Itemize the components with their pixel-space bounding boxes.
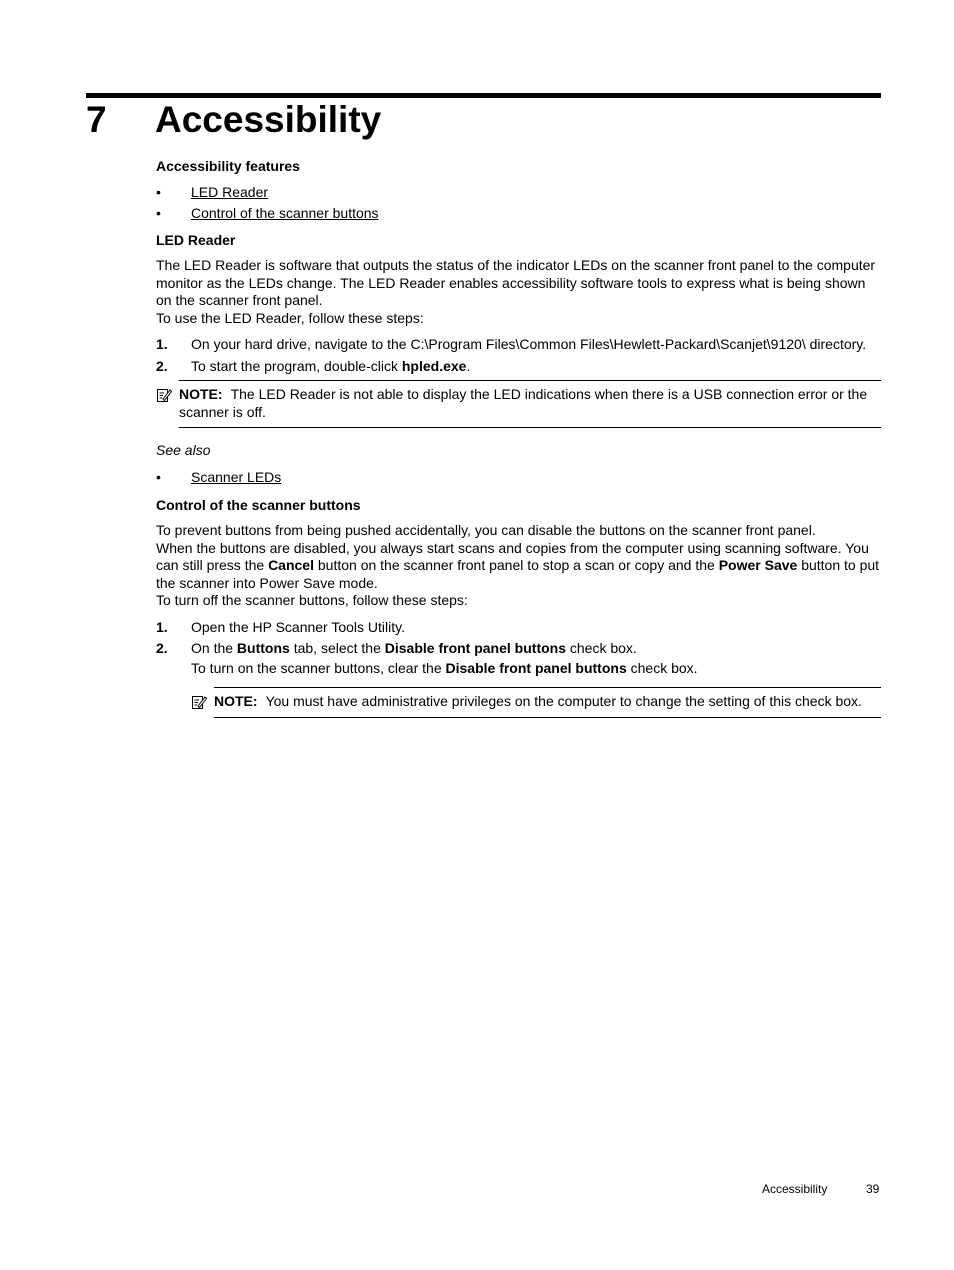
features-list: [156, 184, 881, 226]
note-label: NOTE:: [179, 386, 223, 402]
list-item: [156, 205, 881, 226]
chapter-title: Accessibility: [155, 99, 382, 140]
disable-checkbox-term: Disable front panel buttons: [384, 640, 566, 656]
note-box: [179, 380, 881, 428]
note-pencil-icon: [156, 387, 172, 403]
text-run: check box.: [566, 640, 637, 656]
buttons-steps-intro: To turn off the scanner buttons, follow these steps:: [156, 592, 468, 608]
disable-checkbox-term: Disable front panel buttons: [445, 659, 627, 676]
link-led-reader[interactable]: LED Reader: [191, 183, 269, 200]
link-control-scanner-buttons[interactable]: Control of the scanner buttons: [191, 204, 379, 221]
buttons-tab-term: Buttons: [236, 640, 290, 656]
list-item: [156, 358, 881, 376]
text-run: button on the scanner front panel to stop a scan or copy and the: [313, 557, 719, 573]
list-item: [156, 640, 881, 718]
power-save-term: Power Save: [718, 557, 798, 573]
features-heading: Accessibility features: [156, 158, 300, 174]
chapter-rule: [86, 93, 881, 98]
text-run: tab, select the: [289, 640, 385, 656]
page-content: [156, 158, 881, 718]
footer-section: Accessibility: [762, 1182, 828, 1196]
step-text: To start the program, double-click: [191, 357, 402, 374]
bullet-icon: •: [156, 204, 161, 221]
buttons-para-2: [156, 540, 881, 593]
list-item: [156, 184, 881, 205]
link-scanner-leds[interactable]: Scanner LEDs: [191, 468, 282, 485]
led-reader-intro: The LED Reader is software that outputs the status of the indicator LEDs on the scanner front panel to the computer monitor as the LEDs change. The LED Reader enables accessibility software tools to express what is being shown on the scanner front panel.: [156, 257, 876, 308]
buttons-heading: Control of the scanner buttons: [156, 496, 361, 513]
list-item: [156, 469, 881, 490]
bullet-icon: •: [156, 183, 161, 200]
chapter-number: 7: [86, 99, 107, 140]
see-also-list: [156, 469, 881, 490]
led-reader-steps: [156, 336, 881, 375]
bullet-icon: •: [156, 468, 161, 485]
led-reader-steps-intro: To use the LED Reader, follow these steps:: [156, 309, 424, 326]
list-item: [156, 336, 881, 354]
step-number: 1.: [156, 618, 168, 635]
note-text: You must have administrative privileges on the computer to change the setting of this check box.: [265, 693, 862, 709]
step-number: 1.: [156, 336, 168, 352]
filename: hpled.exe: [401, 357, 467, 374]
note-box: [214, 687, 881, 718]
page-number: 39: [866, 1182, 880, 1196]
note-text: The LED Reader is not able to display the LED indications when there is a USB connection error or the scanner is off.: [179, 386, 868, 420]
text-run: To turn on the scanner buttons, clear the: [191, 659, 446, 676]
note-pencil-icon: [191, 694, 207, 710]
step-text-end: .: [466, 357, 471, 374]
step-continuation: [191, 660, 881, 678]
step-number: 2.: [156, 357, 168, 374]
text-run: When the buttons are disabled, you always start scans and copies from the computer using scanning software. You can still press the: [156, 539, 869, 573]
step-number: 2.: [156, 640, 168, 656]
text-run: button to put the scanner into Power Save mode.: [156, 557, 880, 591]
buttons-steps: [156, 619, 881, 718]
step-text: On your hard drive, navigate to the C:\Program Files\Common Files\Hewlett-Packard\Scanjet\9120\ directory.: [191, 336, 867, 352]
led-reader-heading: LED Reader: [156, 231, 236, 248]
text-run: check box.: [626, 659, 698, 676]
cancel-term: Cancel: [268, 557, 314, 573]
list-item: [156, 619, 881, 637]
buttons-para-1: To prevent buttons from being pushed accidentally, you can disable the buttons on the scanner front panel.: [156, 522, 816, 538]
note-label: NOTE:: [214, 693, 258, 709]
see-also-label: See also: [156, 442, 211, 458]
text-run: On the: [191, 640, 237, 656]
step-text: Open the HP Scanner Tools Utility.: [191, 618, 405, 635]
